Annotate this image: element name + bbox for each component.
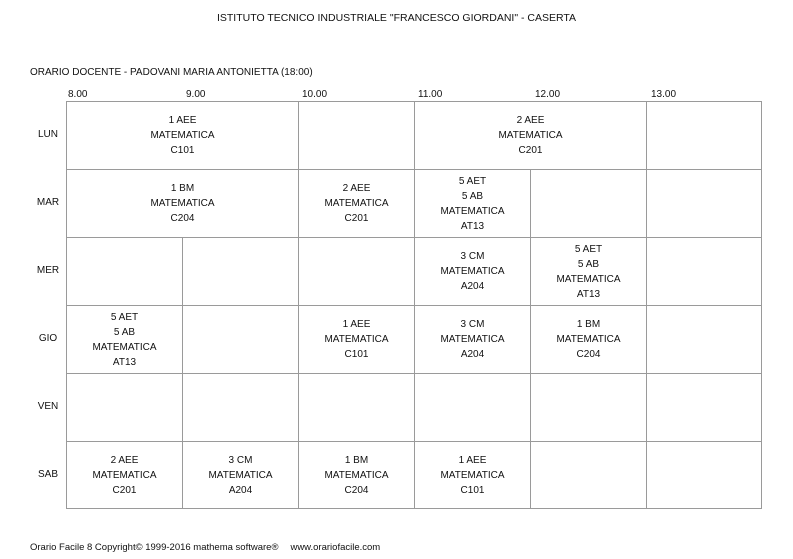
lesson-subject: MATEMATICA <box>556 273 621 285</box>
lesson-cell <box>415 102 647 170</box>
lesson-room: AT13 <box>460 220 485 232</box>
empty-cell <box>647 442 762 509</box>
lesson-cell <box>415 306 531 374</box>
lesson-room: A204 <box>460 281 485 292</box>
lesson-room: C101 <box>170 145 195 156</box>
lesson-room: C201 <box>344 213 369 224</box>
lesson-subject: MATEMATICA <box>324 198 389 209</box>
day-label-ven: VEN <box>37 401 59 412</box>
empty-cell <box>647 102 762 170</box>
lesson-class-1: 5 AET <box>110 311 139 323</box>
lesson-class: 2 AEE <box>342 183 371 194</box>
empty-cell <box>299 238 415 306</box>
lesson-cell <box>531 306 647 374</box>
hour-label-11: 11.00 <box>418 89 443 100</box>
document-title: ISTITUTO TECNICO INDUSTRIALE "FRANCESCO GIORDANI" - CASERTA <box>216 12 577 24</box>
lesson-cell <box>415 442 531 509</box>
lesson-subject: MATEMATICA <box>440 469 505 481</box>
empty-cell <box>531 374 647 442</box>
lesson-subject: MATEMATICA <box>498 130 563 141</box>
day-label-lun: LUN <box>37 129 58 140</box>
lesson-room: C101 <box>344 349 369 360</box>
hour-label-8: 8.00 <box>68 89 88 100</box>
teacher-schedule-heading: ORARIO DOCENTE - PADOVANI MARIA ANTONIETTA (18:00) <box>30 67 313 78</box>
lesson-class-1: 5 AET <box>574 243 603 255</box>
lesson-cell <box>67 102 299 170</box>
lesson-class-1: 5 AET <box>458 175 487 187</box>
lesson-room: C101 <box>460 484 485 496</box>
lesson-cell <box>67 442 183 509</box>
day-label-mer: MER <box>36 265 60 276</box>
lesson-cell <box>67 306 183 374</box>
lesson-room: C204 <box>576 349 601 360</box>
timetable-grid <box>66 101 762 509</box>
lesson-class: 1 BM <box>344 454 369 466</box>
empty-cell <box>67 238 183 306</box>
lesson-subject: MATEMATICA <box>150 130 215 141</box>
lesson-subject: MATEMATICA <box>324 469 389 481</box>
lesson-cell <box>183 442 299 509</box>
lesson-cell <box>415 170 531 238</box>
lesson-cell <box>67 170 299 238</box>
empty-cell <box>531 442 647 509</box>
empty-cell <box>299 102 415 170</box>
empty-cell <box>647 306 762 374</box>
hour-label-9: 9.00 <box>186 89 206 100</box>
lesson-room: C201 <box>112 484 137 496</box>
lesson-subject: MATEMATICA <box>150 198 215 209</box>
lesson-subject: MATEMATICA <box>92 469 157 481</box>
lesson-room: C204 <box>170 213 195 224</box>
empty-cell <box>647 238 762 306</box>
empty-cell <box>647 374 762 442</box>
lesson-subject: MATEMATICA <box>556 334 621 345</box>
footer-copyright: Orario Facile 8 Copyright© 1999-2016 mathema software® <box>30 542 279 553</box>
lesson-class-2: 5 AB <box>113 326 136 338</box>
empty-cell <box>299 374 415 442</box>
lesson-class: 3 CM <box>460 251 485 262</box>
lesson-cell <box>299 170 415 238</box>
hour-label-13: 13.00 <box>651 89 677 100</box>
lesson-subject: MATEMATICA <box>324 334 389 345</box>
empty-cell <box>531 170 647 238</box>
lesson-class: 1 AEE <box>342 319 371 330</box>
hour-label-12: 12.00 <box>535 89 561 100</box>
lesson-cell <box>299 442 415 509</box>
lesson-room: A204 <box>460 349 485 360</box>
empty-cell <box>183 374 299 442</box>
footer <box>30 542 380 553</box>
lesson-room: AT13 <box>576 288 601 300</box>
lesson-room: C204 <box>344 484 369 496</box>
lesson-subject: MATEMATICA <box>440 266 505 277</box>
lesson-room: AT13 <box>112 356 137 368</box>
day-label-gio: GIO <box>38 333 58 344</box>
lesson-class: 3 CM <box>228 454 253 466</box>
lesson-room: C201 <box>518 145 543 156</box>
day-label-mar: MAR <box>36 197 60 208</box>
lesson-cell <box>415 238 531 306</box>
lesson-class-2: 5 AB <box>461 190 484 202</box>
empty-cell <box>183 306 299 374</box>
lesson-subject: MATEMATICA <box>440 334 505 345</box>
lesson-subject: MATEMATICA <box>440 205 505 217</box>
footer-website-link[interactable]: www.orariofacile.com <box>290 542 381 553</box>
empty-cell <box>67 374 183 442</box>
lesson-class-2: 5 AB <box>577 258 600 270</box>
lesson-class: 3 CM <box>460 319 485 330</box>
lesson-class: 1 BM <box>170 183 195 194</box>
lesson-class: 1 AEE <box>458 454 487 466</box>
lesson-subject: MATEMATICA <box>208 469 273 481</box>
empty-cell <box>415 374 531 442</box>
empty-cell <box>647 170 762 238</box>
hour-label-10: 10.00 <box>302 89 328 100</box>
lesson-class: 2 AEE <box>110 454 139 466</box>
empty-cell <box>183 238 299 306</box>
lesson-class: 1 AEE <box>168 115 197 126</box>
lesson-cell <box>531 238 647 306</box>
day-label-sab: SAB <box>37 469 58 480</box>
lesson-class: 1 BM <box>576 319 601 330</box>
lesson-class: 2 AEE <box>516 115 545 126</box>
lesson-cell <box>299 306 415 374</box>
lesson-room: A204 <box>228 484 253 496</box>
lesson-subject: MATEMATICA <box>92 341 157 353</box>
